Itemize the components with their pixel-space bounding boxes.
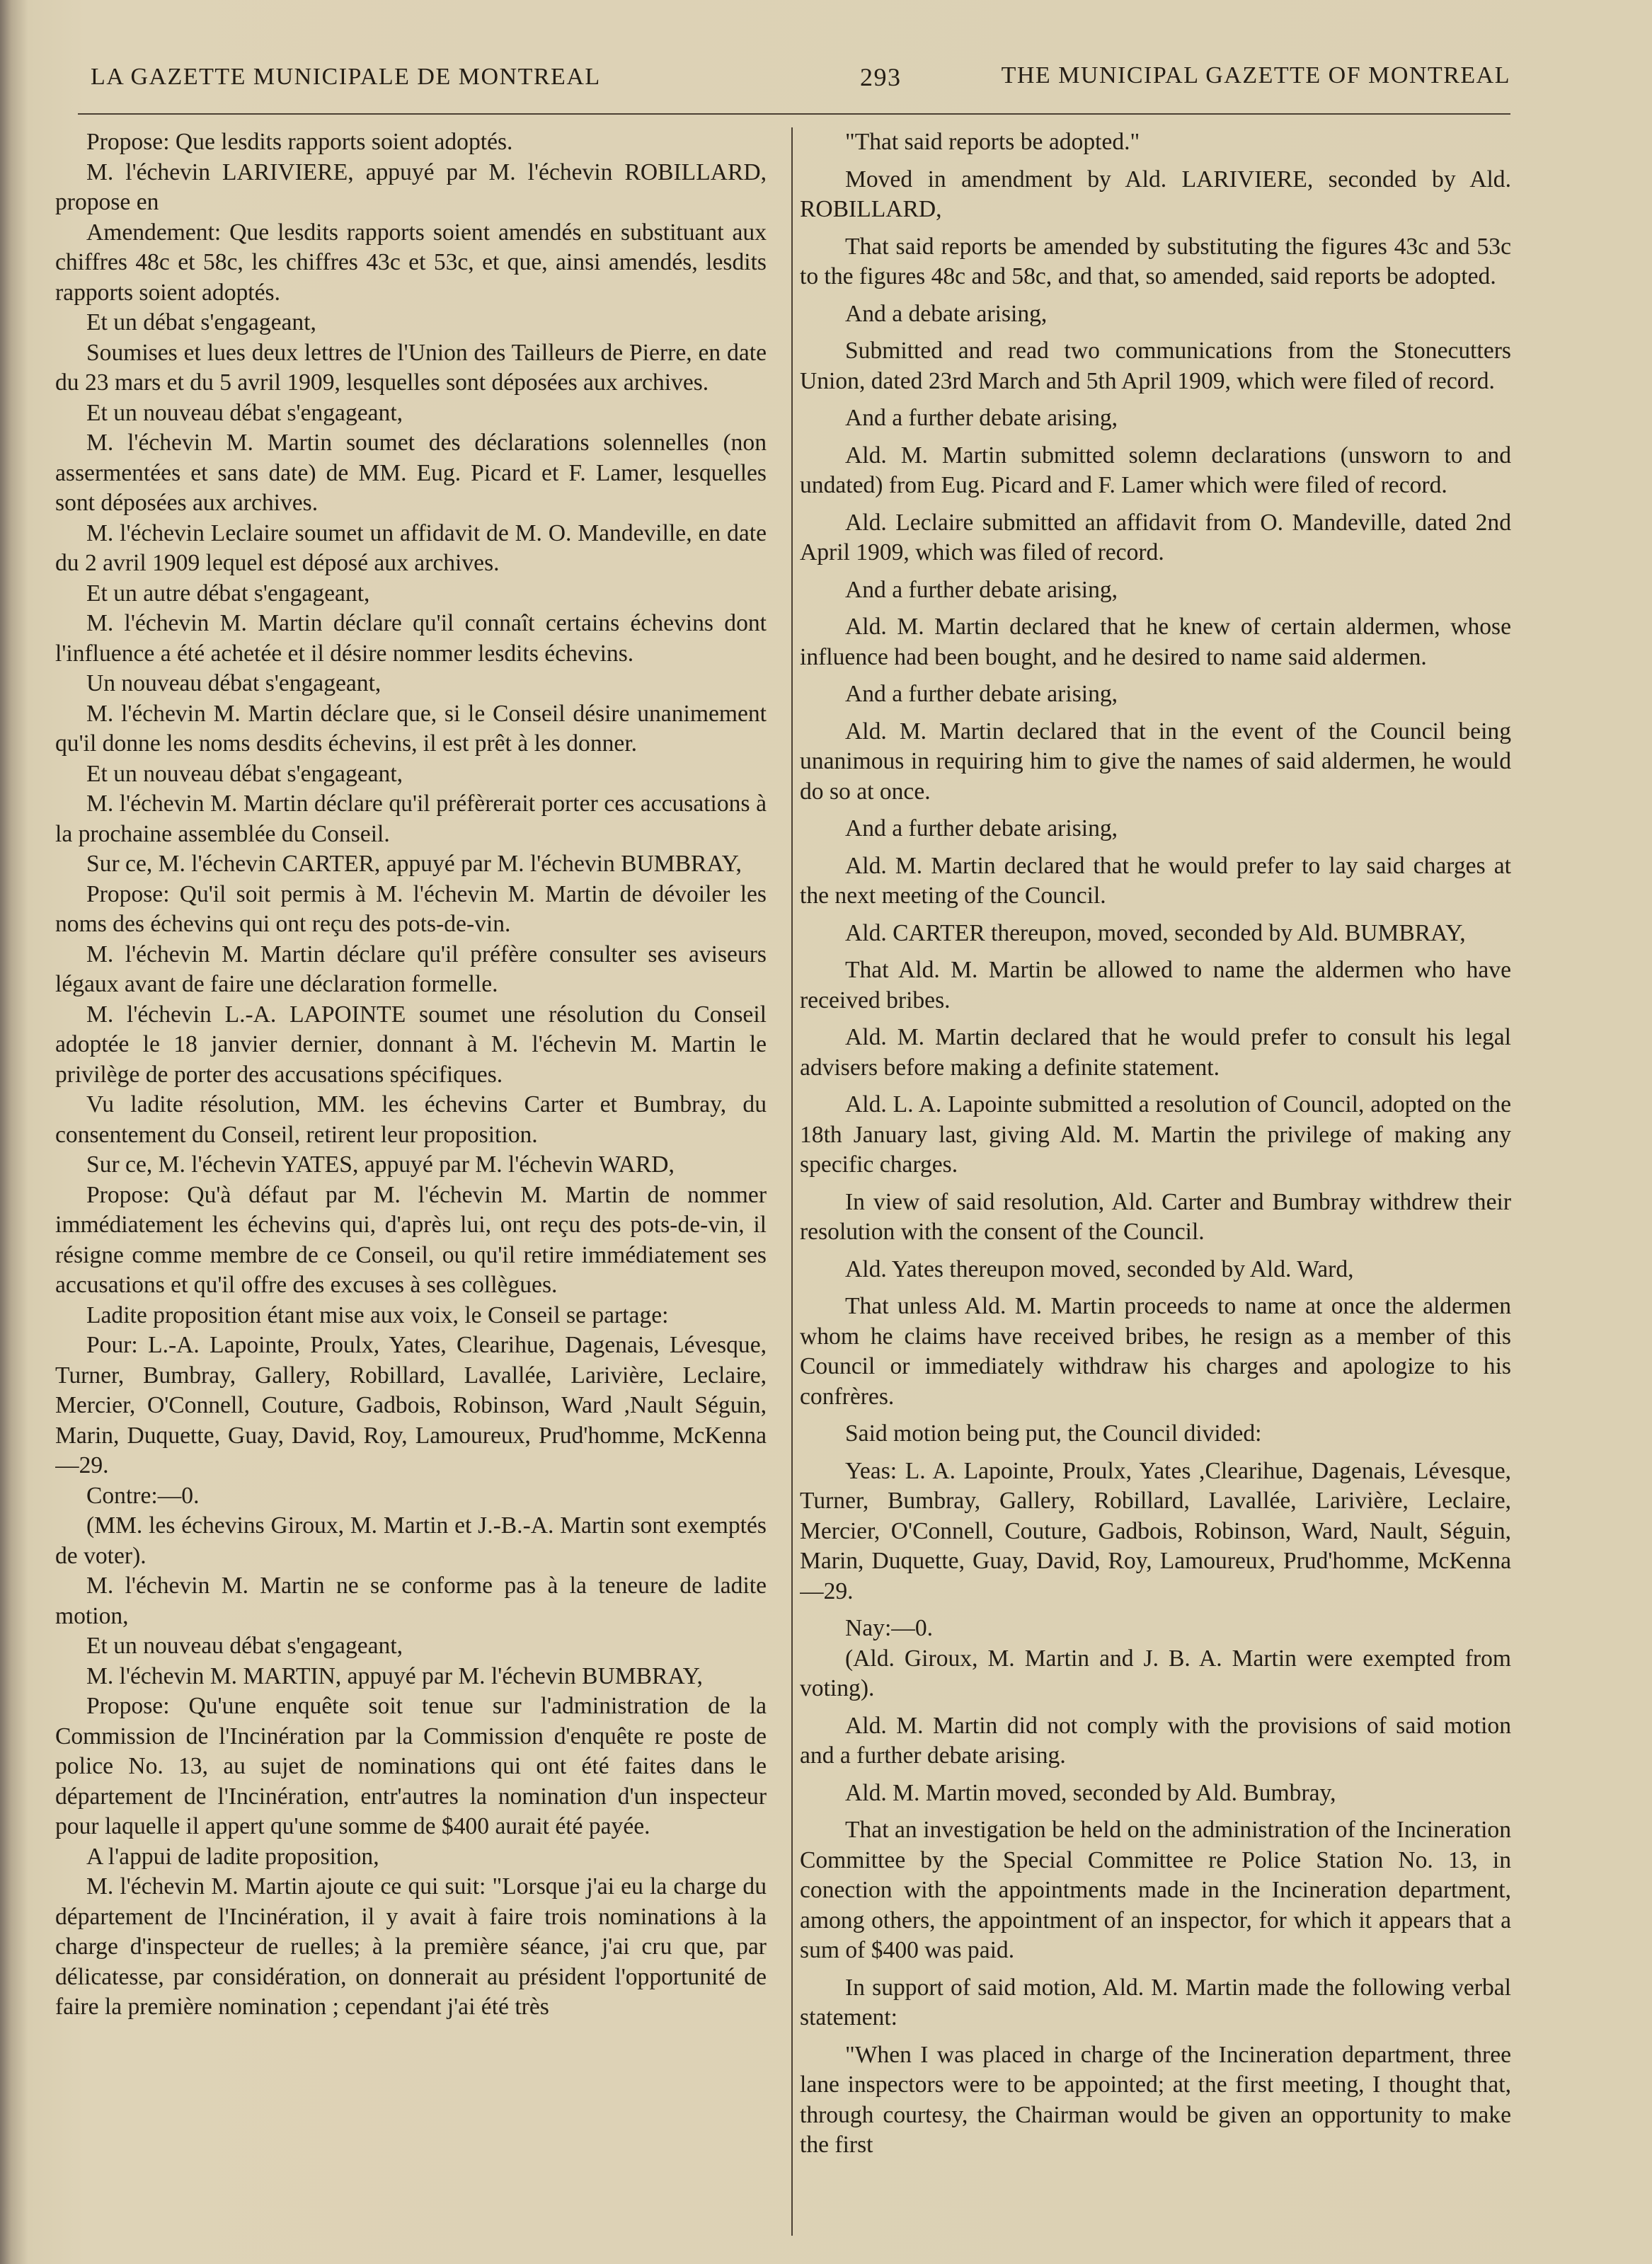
paragraph: M. l'échevin L.-A. LAPOINTE soumet une résolution du Conseil adoptée le 18 janvier dernier, donnant à M. l'échevin M. Martin le privilège de porter des accusations spécifiques.	[55, 1001, 767, 1088]
paragraph: And a further debate arising,	[845, 815, 1118, 841]
paragraph: And a debate arising,	[845, 300, 1048, 327]
paragraph: And a further debate arising,	[845, 576, 1118, 603]
paragraph: Propose: Qu'une enquête soit tenue sur l'administration de la Commission de l'Incinération par la Commission d'enquête re poste de police No. 13, au sujet de nominations qui ont été faites dans le département de l'Incinération, entr'autres la nomination d'un inspecteur pour laquelle il appert qu'une somme de $400 aurait été payée.	[55, 1693, 767, 1839]
paragraph: And a further debate arising,	[845, 405, 1118, 431]
paragraph: M. l'échevin M. Martin déclare qu'il préfèrerait porter ces accusations à la prochaine assemblée du Conseil.	[55, 791, 767, 847]
paragraph: (MM. les échevins Giroux, M. Martin et J.-B.-A. Martin sont exemptés de voter).	[55, 1512, 767, 1569]
paragraph: Contre:—0.	[86, 1482, 200, 1509]
header-title-french: LA GAZETTE MUNICIPALE DE MONTREAL	[91, 64, 601, 90]
paragraph: M. l'échevin M. Martin déclare qu'il préfère consulter ses aviseurs légaux avant de faire une déclaration formelle.	[55, 941, 767, 997]
page-header	[85, 62, 1510, 105]
paragraph: Amendement: Que lesdits rapports soient amendés en substituant aux chiffres 48c et 58c, les chiffres 43c et 53c, et que, ainsi amendés, lesdits rapports soient adoptés.	[55, 219, 767, 306]
paragraph: Ald. M. Martin did not comply with the provisions of said motion and a further debate arising.	[800, 1712, 1511, 1769]
paragraph: M. l'échevin M. MARTIN, appuyé par M. l'échevin BUMBRAY,	[86, 1662, 703, 1689]
paragraph: Said motion being put, the Council divided:	[845, 1420, 1262, 1447]
paragraph: M. l'échevin M. Martin soumet des déclarations solennelles (non assermentées et sans date) de MM. Eug. Picard et F. Lamer, lesquelles sont déposées aux archives.	[55, 430, 767, 516]
paragraph: That an investigation be held on the administration of the Incineration Committee by the Special Committee re Police Station No. 13, in conection with the appointments made in the Incineration department, among others, the appointment of an inspector, for which it appears that a sum of $400 was paid.	[800, 1817, 1511, 1963]
paragraph: Submitted and read two communications from the Stonecutters Union, dated 23rd March and 5th April 1909, which were filed of record.	[800, 338, 1511, 394]
paragraph: Vu ladite résolution, MM. les échevins Carter et Bumbray, du consentement du Conseil, retirent leur proposition.	[55, 1091, 767, 1148]
paragraph: And a further debate arising,	[845, 681, 1118, 707]
paragraph: Propose: Qu'il soit permis à M. l'échevin M. Martin de dévoiler les noms des échevins qui ont reçu des pots-de-vin.	[55, 880, 767, 937]
paragraph: Sur ce, M. l'échevin YATES, appuyé par M. l'échevin WARD,	[86, 1151, 675, 1178]
paragraph: Ald. M. Martin submitted solemn declarations (unsworn to and undated) from Eug. Picard and F. Lamer which were filed of record.	[800, 442, 1511, 498]
paragraph: M. l'échevin LARIVIERE, appuyé par M. l'échevin ROBILLARD, propose en	[55, 159, 767, 215]
paragraph: That unless Ald. M. Martin proceeds to name at once the aldermen whom he claims have received bribes, he resign as a member of this Council or immediately withdraw his charges and apologize to his confrères.	[800, 1293, 1511, 1410]
french-column	[55, 127, 767, 2229]
paragraph: Et un nouveau débat s'engageant,	[86, 399, 403, 426]
paragraph: M. l'échevin M. Martin ajoute ce qui suit: "Lorsque j'ai eu la charge du département de l'Incinération, il y avait à faire trois nominations à la charge d'inspecteur de ruelles; à la première séance, j'ai cru que, par délicatesse, par considération, on donnerait au président l'opportunité de faire la première nomination ; cependant j'ai été très	[55, 1873, 767, 2020]
paragraph: That said reports be amended by substituting the figures 43c and 53c to the figures 48c and 58c, and that, so amended, said reports be adopted.	[800, 233, 1511, 289]
paragraph: Et un nouveau débat s'engageant,	[86, 1633, 403, 1659]
page-number: 293	[860, 63, 902, 91]
paragraph: Ald. M. Martin declared that he would prefer to lay said charges at the next meeting of the Council.	[800, 852, 1511, 909]
paragraph: Ald. M. Martin declared that he would prefer to consult his legal advisers before making a definite statement.	[800, 1024, 1511, 1081]
paragraph: Propose: Que lesdits rapports soient adoptés.	[86, 129, 513, 155]
paragraph: M. l'échevin M. Martin déclare qu'il connaît certains échevins dont l'influence a été achetée et il désire nommer lesdits échevins.	[55, 610, 767, 667]
paragraph: "When I was placed in charge of the Incineration department, three lane inspectors were to be appointed; at the first meeting, I thought that, through courtesy, the Chairman would be given an opportunity to make the first	[800, 2041, 1511, 2158]
header-title-english: THE MUNICIPAL GAZETTE OF MONTREAL	[1001, 62, 1510, 88]
paragraph: Soumises et lues deux lettres de l'Union des Tailleurs de Pierre, en date du 23 mars et du 5 avril 1909, lesquelles sont déposées aux archives.	[55, 339, 767, 396]
paragraph: M. l'échevin M. Martin ne se conforme pas à la teneure de ladite motion,	[55, 1573, 767, 1629]
paragraph: Et un nouveau débat s'engageant,	[86, 760, 403, 787]
paragraph: In view of said resolution, Ald. Carter and Bumbray withdrew their resolution with the consent of the Council.	[800, 1188, 1511, 1245]
paragraph: Et un autre débat s'engageant,	[86, 580, 370, 607]
paragraph: Un nouveau débat s'engageant,	[86, 670, 382, 696]
paragraph: Ald. CARTER thereupon, moved, seconded by Ald. BUMBRAY,	[845, 919, 1466, 946]
paragraph: Ald. M. Martin declared that he knew of certain aldermen, whose influence had been bought, and he desired to name said aldermen.	[800, 614, 1511, 670]
paragraph: Ald. M. Martin moved, seconded by Ald. Bumbray,	[845, 1779, 1336, 1806]
paragraph: A l'appui de ladite proposition,	[86, 1843, 379, 1870]
paragraph: Sur ce, M. l'échevin CARTER, appuyé par M. l'échevin BUMBRAY,	[86, 851, 742, 877]
paragraph: Et un débat s'engageant,	[86, 309, 316, 335]
paragraph: Ald. Yates thereupon moved, seconded by Ald. Ward,	[845, 1255, 1354, 1282]
paragraph: (Ald. Giroux, M. Martin and J. B. A. Martin were exempted from voting).	[800, 1645, 1511, 1701]
paragraph: Nay:—0.	[845, 1615, 934, 1641]
paragraph: In support of said motion, Ald. M. Martin made the following verbal statement:	[800, 1974, 1511, 2030]
paragraph: Pour: L.-A. Lapointe, Proulx, Yates, Clearihue, Dagenais, Lévesque, Turner, Bumbray, Gallery, Robillard, Lavallée, Larivière, Leclaire, Mercier, O'Connell, Couture, Gadbois, Robinson, Ward ,Nault Séguin, Marin, Duquette, Guay, David, Roy, Lamoureux, Prud'homme, McKenna—29.	[55, 1332, 767, 1478]
paragraph: Yeas: L. A. Lapointe, Proulx, Yates ,Clearihue, Dagenais, Lévesque, Turner, Bumbray, Gallery, Robillard, Lavallée, Larivière, Leclaire, Mercier, O'Connell, Couture, Gadbois, Robinson, Ward, Nault, Séguin, Marin, Duquette, Guay, David, Roy, Lamoureux, Prud'homme, McKenna—29.	[800, 1457, 1511, 1604]
paragraph: Ladite proposition étant mise aux voix, le Conseil se partage:	[86, 1301, 669, 1328]
header-rule	[78, 113, 1510, 115]
paragraph: Ald. M. Martin declared that in the event of the Council being unanimous in requiring him to give the names of said aldermen, he would do so at once.	[800, 718, 1511, 805]
paragraph: Propose: Qu'à défaut par M. l'échevin M. Martin de nommer immédiatement les échevins qui, d'après lui, ont reçu des pots-de-vin, il résigne comme membre de ce Conseil, ou qu'il retire immédiatement ses accusations et qu'il offre des excuses à ses collègues.	[55, 1181, 767, 1298]
paragraph: Ald. L. A. Lapointe submitted a resolution of Council, adopted on the 18th January last, giving Ald. M. Martin the privilege of making any specific charges.	[800, 1091, 1511, 1178]
paragraph: Moved in amendment by Ald. LARIVIERE, seconded by Ald. ROBILLARD,	[800, 166, 1511, 222]
paragraph: M. l'échevin Leclaire soumet un affidavit de M. O. Mandeville, en date du 2 avril 1909 lequel est déposé aux archives.	[55, 519, 767, 576]
column-divider	[791, 127, 793, 2236]
paragraph: "That said reports be adopted."	[845, 129, 1140, 155]
paragraph: M. l'échevin M. Martin déclare que, si le Conseil désire unanimement qu'il donne les noms desdits échevins, il est prêt à les donner.	[55, 700, 767, 757]
paragraph: That Ald. M. Martin be allowed to name the aldermen who have received bribes.	[800, 957, 1511, 1013]
english-column	[800, 127, 1511, 2243]
paragraph: Ald. Leclaire submitted an affidavit from O. Mandeville, dated 2nd April 1909, which was filed of record.	[800, 509, 1511, 565]
